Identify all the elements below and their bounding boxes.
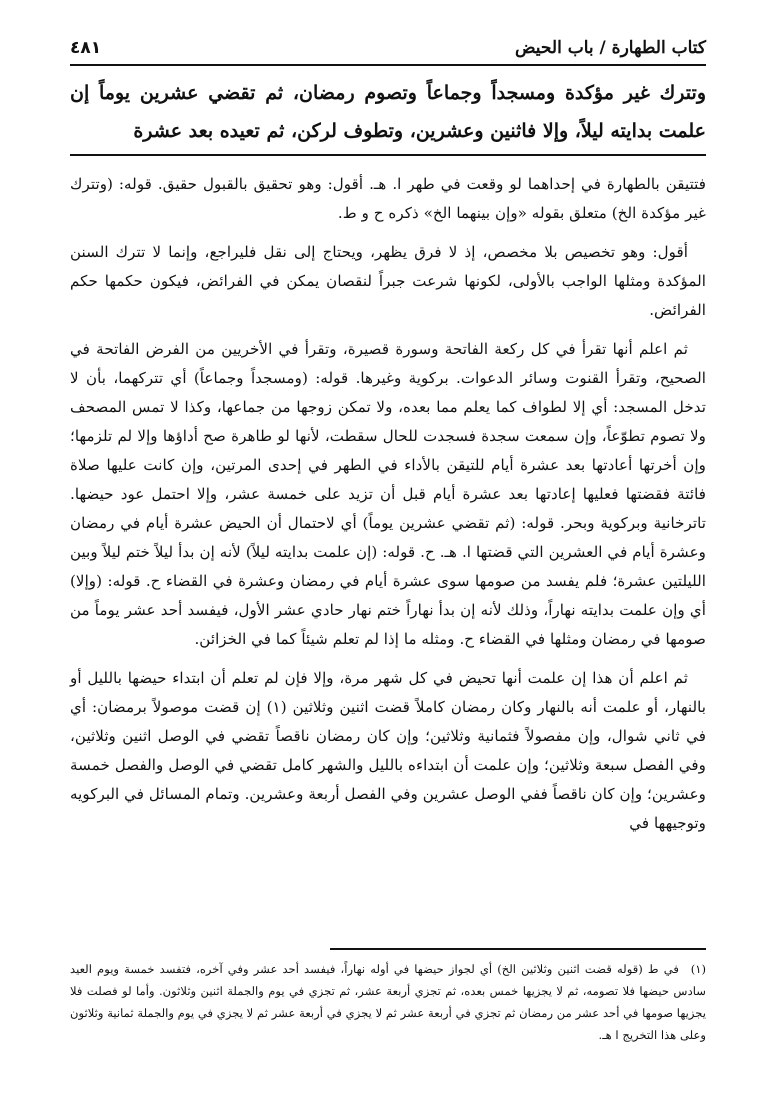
commentary-paragraph-2: أقول: وهو تخصيص بلا مخصص، إذ لا فرق يظهر، ويحتاج إلى نقل فليراجع، وإنما لا تترك السنن المؤكدة ومثلها الواجب بالأولى، لكونها شرعت جبراً لنقصان يمكن في الفرائض، فيكون حكمها حكم الفرائض.	[70, 243, 706, 319]
commentary-text	[70, 170, 706, 848]
matn-text	[70, 74, 706, 150]
footnote-text: في ط (قوله قضت اثنين وثلاثين الخ) أي لجواز حيضها في أوله نهاراً، فيفسد أحد عشر وفي آخره، فتفسد خمسة ويوم العيد سادس حيضها فلا تصومه، ثم لا يجزيها خمس بعده، ثم تجزي أربعة عشر، ثم تجزي في يوم والجملة اثنين وثلاثون. وأما لو فصلت فلا يجزيها صومها في أحد عشر من رمضان ثم تجزي في أربعة عشر ثم لا يجزي في أربعة عشر ثم لا يجزي في يوم والجملة ثمانية وثلاثون وعلى هذا التخريج ا هـ.	[70, 962, 706, 1042]
commentary-paragraph-4: ثم اعلم أن هذا إن علمت أنها تحيض في كل شهر مرة، وإلا فإن لم تعلم أن ابتداء حيضها بالليل أو بالنهار، أو علمت أنه بالنهار وكان رمضان كاملاً قضت اثنين وثلاثين (١) إن قضت موصولاً برمضان: أي في ثاني شوال، وإن مفصولاً فثمانية وثلاثين؛ وإن كان رمضان ناقصاً تقضي في الوصل اثنين وثلاثين، وفي الفصل سبعة وثلاثين؛ وإن علمت أن ابتداءه بالليل والشهر كامل تقضي في الوصل والفصل خمسة وعشرين؛ وإن كان ناقصاً ففي الوصل عشرين وفي الفصل أربعة وعشرين. وتمام المسائل في البركويه وتوجيهها في	[70, 669, 706, 832]
footnote-divider	[330, 948, 706, 950]
matn-paragraph: وتترك غير مؤكدة ومسجداً وجماعاً وتصوم رمضان، ثم تقضي عشرين يوماً إن علمت بدايته ليلاً، وإلا فاثنين وعشرين، وتطوف لركن، ثم تعيده بعد عشرة	[70, 82, 706, 142]
running-header	[70, 34, 706, 66]
footnote	[70, 958, 706, 1046]
matn-divider	[70, 154, 706, 156]
page-number: ٤٨١	[70, 38, 102, 58]
commentary-paragraph-3: ثم اعلم أنها تقرأ في كل ركعة الفاتحة وسورة قصيرة، وتقرأ في الأخريين من الفرض الفاتحة في الصحيح، وتقرأ القنوت وسائر الدعوات. بركوية وغيرها. قوله: (ومسجداً وجماعاً) أي تتركهما، بأن لا تدخل المسجد: أي إلا لطواف كما يعلم مما بعده، ولا تمكن زوجها من جماعها، وكذا لا تمس المصحف ولا تصوم تطوّعاً، وإن سمعت سجدة فسجدت للحال سقطت، لأنها لو طاهرة صح أداؤها وإلا لم تلزمها؛ وإن أخرتها أعادتها بعد عشرة أيام للتيقن بالأداء في الطهر في إحدى المرتين، وإن كانت عليها صلاة فائتة فقضتها فعليها إعادتها بعد عشرة أيام قبل أن تزيد على خمسة عشر، وإلا احتمل عود حيضها. تاترخانية وبركوية وبحر. قوله: (ثم تقضي عشرين يوماً) أي لاحتمال أن الحيض عشرة أيام في رمضان وعشرة أيام في العشرين التي قضتها ا. هـ. ح. قوله: (إن علمت بدايته ليلاً) لأنه إن بدأ ليلاً ختم ليلاً وبين الليلتين عشرة؛ فلم يفسد من صومها سوى عشرة أيام في رمضان وعشرة في القضاء ح. قوله: (وإلا) أي وإن علمت بدايته نهاراً، وذلك لأنه إن بدأ نهاراً ختم نهار حادي عشر الأول، فيفسد أحد عشر يوماً من صومها في رمضان ومثلها في القضاء ح. ومثله ما إذا لم تعلم شيئاً كما في الخزائن.	[70, 340, 706, 648]
commentary-paragraph-1: فتتيقن بالطهارة في إحداهما لو وقعت في طهر ا. هـ. أقول: وهو تحقيق بالقبول حقيق. قوله: (وتترك غير مؤكدة الخ) متعلق بقوله «وإن بينهما الخ» ذكره ح و ط.	[70, 175, 706, 222]
footnote-number: (١)	[690, 962, 707, 976]
chapter-title: كتاب الطهارة / باب الحيض	[514, 38, 706, 58]
